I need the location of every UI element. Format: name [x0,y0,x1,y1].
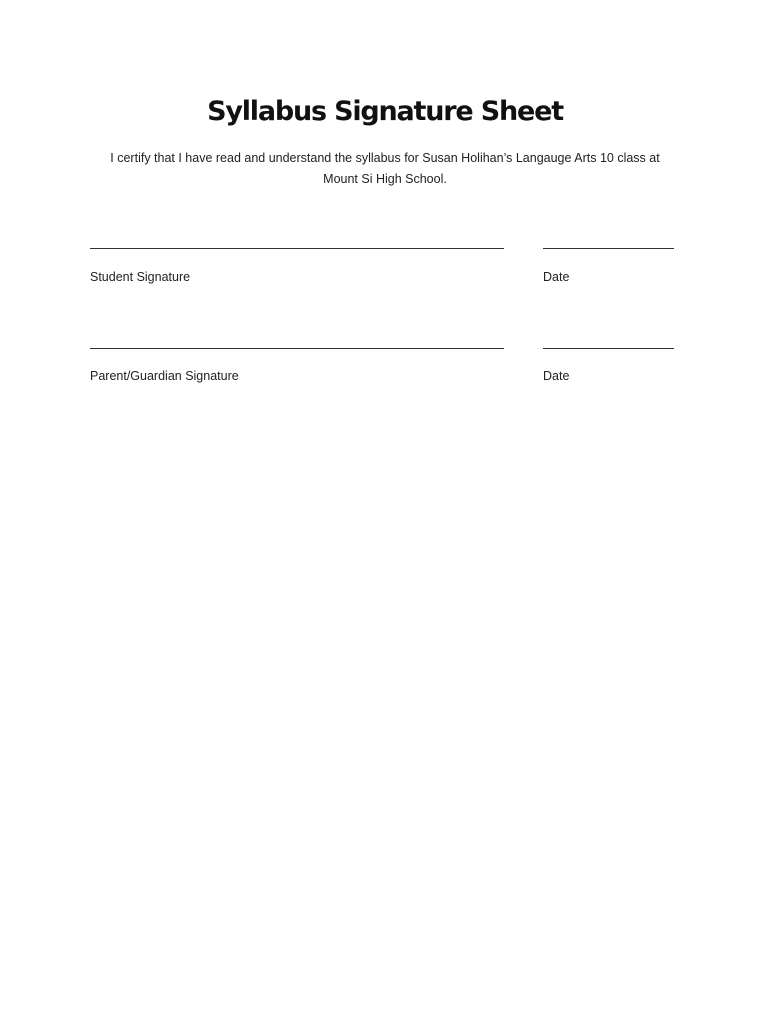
certification-statement: I certify that I have read and understand the syllabus for Susan Holihan’s Langauge Arts 10 class at Mount Si High School. [110,151,660,186]
parent-date-label: Date [543,369,570,383]
student-date-label: Date [543,270,570,284]
student-signature-label: Student Signature [90,270,191,284]
page-title: Syllabus Signature Sheet [207,96,563,127]
student-signature-line[interactable] [90,248,504,249]
student-date-line[interactable] [543,248,674,249]
parent-date-line[interactable] [543,348,674,349]
parent-signature-label: Parent/Guardian Signature [90,369,239,383]
parent-signature-line[interactable] [90,348,504,349]
